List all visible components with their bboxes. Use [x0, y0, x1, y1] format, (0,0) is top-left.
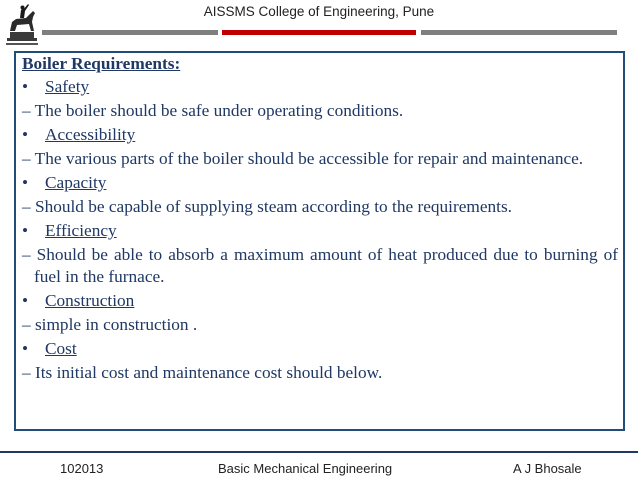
bullet-safety: [22, 76, 618, 98]
bullet-label-efficiency: Efficiency: [45, 221, 117, 240]
slide-heading: Boiler Requirements:: [22, 54, 181, 73]
college-header-title: AISSMS College of Engineering, Pune: [203, 4, 435, 19]
desc-capacity: – Should be capable of supplying steam according to the requirements.: [22, 197, 512, 216]
header-bar-gray-right: [421, 30, 617, 35]
bullet-dot: •: [22, 173, 29, 192]
bullet-dot: •: [22, 291, 29, 310]
bullet-label-construction: Construction: [45, 291, 135, 310]
footer-course-code: 102013: [60, 461, 104, 476]
bullet-label-safety: Safety: [45, 77, 90, 96]
bullet-efficiency: [22, 220, 618, 242]
footer-author: A J Bhosale: [513, 461, 582, 476]
desc-construction: – simple in construction .: [22, 315, 198, 334]
desc-efficiency: – Should be able to absorb a maximum amount of heat produced due to burning of fuel in the furnace.: [22, 245, 618, 286]
footer-course-name: Basic Mechanical Engineering: [218, 461, 393, 476]
bullet-dot: •: [22, 221, 29, 240]
bullet-dot: •: [22, 77, 29, 96]
bullet-dot: •: [22, 125, 29, 144]
bullet-accessibility: [22, 124, 618, 146]
desc-safety: – The boiler should be safe under operating conditions.: [22, 101, 404, 120]
bullet-construction: [22, 290, 618, 312]
desc-accessibility: – The various parts of the boiler should be accessible for repair and maintenance.: [22, 149, 584, 168]
bullet-dot: •: [22, 339, 29, 358]
header-bar-gray-left: [42, 30, 218, 35]
slide-content: [22, 53, 618, 386]
bullet-label-accessibility: Accessibility: [45, 125, 136, 144]
bullet-label-capacity: Capacity: [45, 173, 107, 192]
header-bar-red-center: [222, 30, 416, 35]
bullet-label-cost: Cost: [45, 339, 77, 358]
bullet-cost: [22, 338, 618, 360]
footer-divider: [0, 451, 638, 453]
desc-cost: – Its initial cost and maintenance cost should below.: [22, 363, 383, 382]
bullet-capacity: [22, 172, 618, 194]
